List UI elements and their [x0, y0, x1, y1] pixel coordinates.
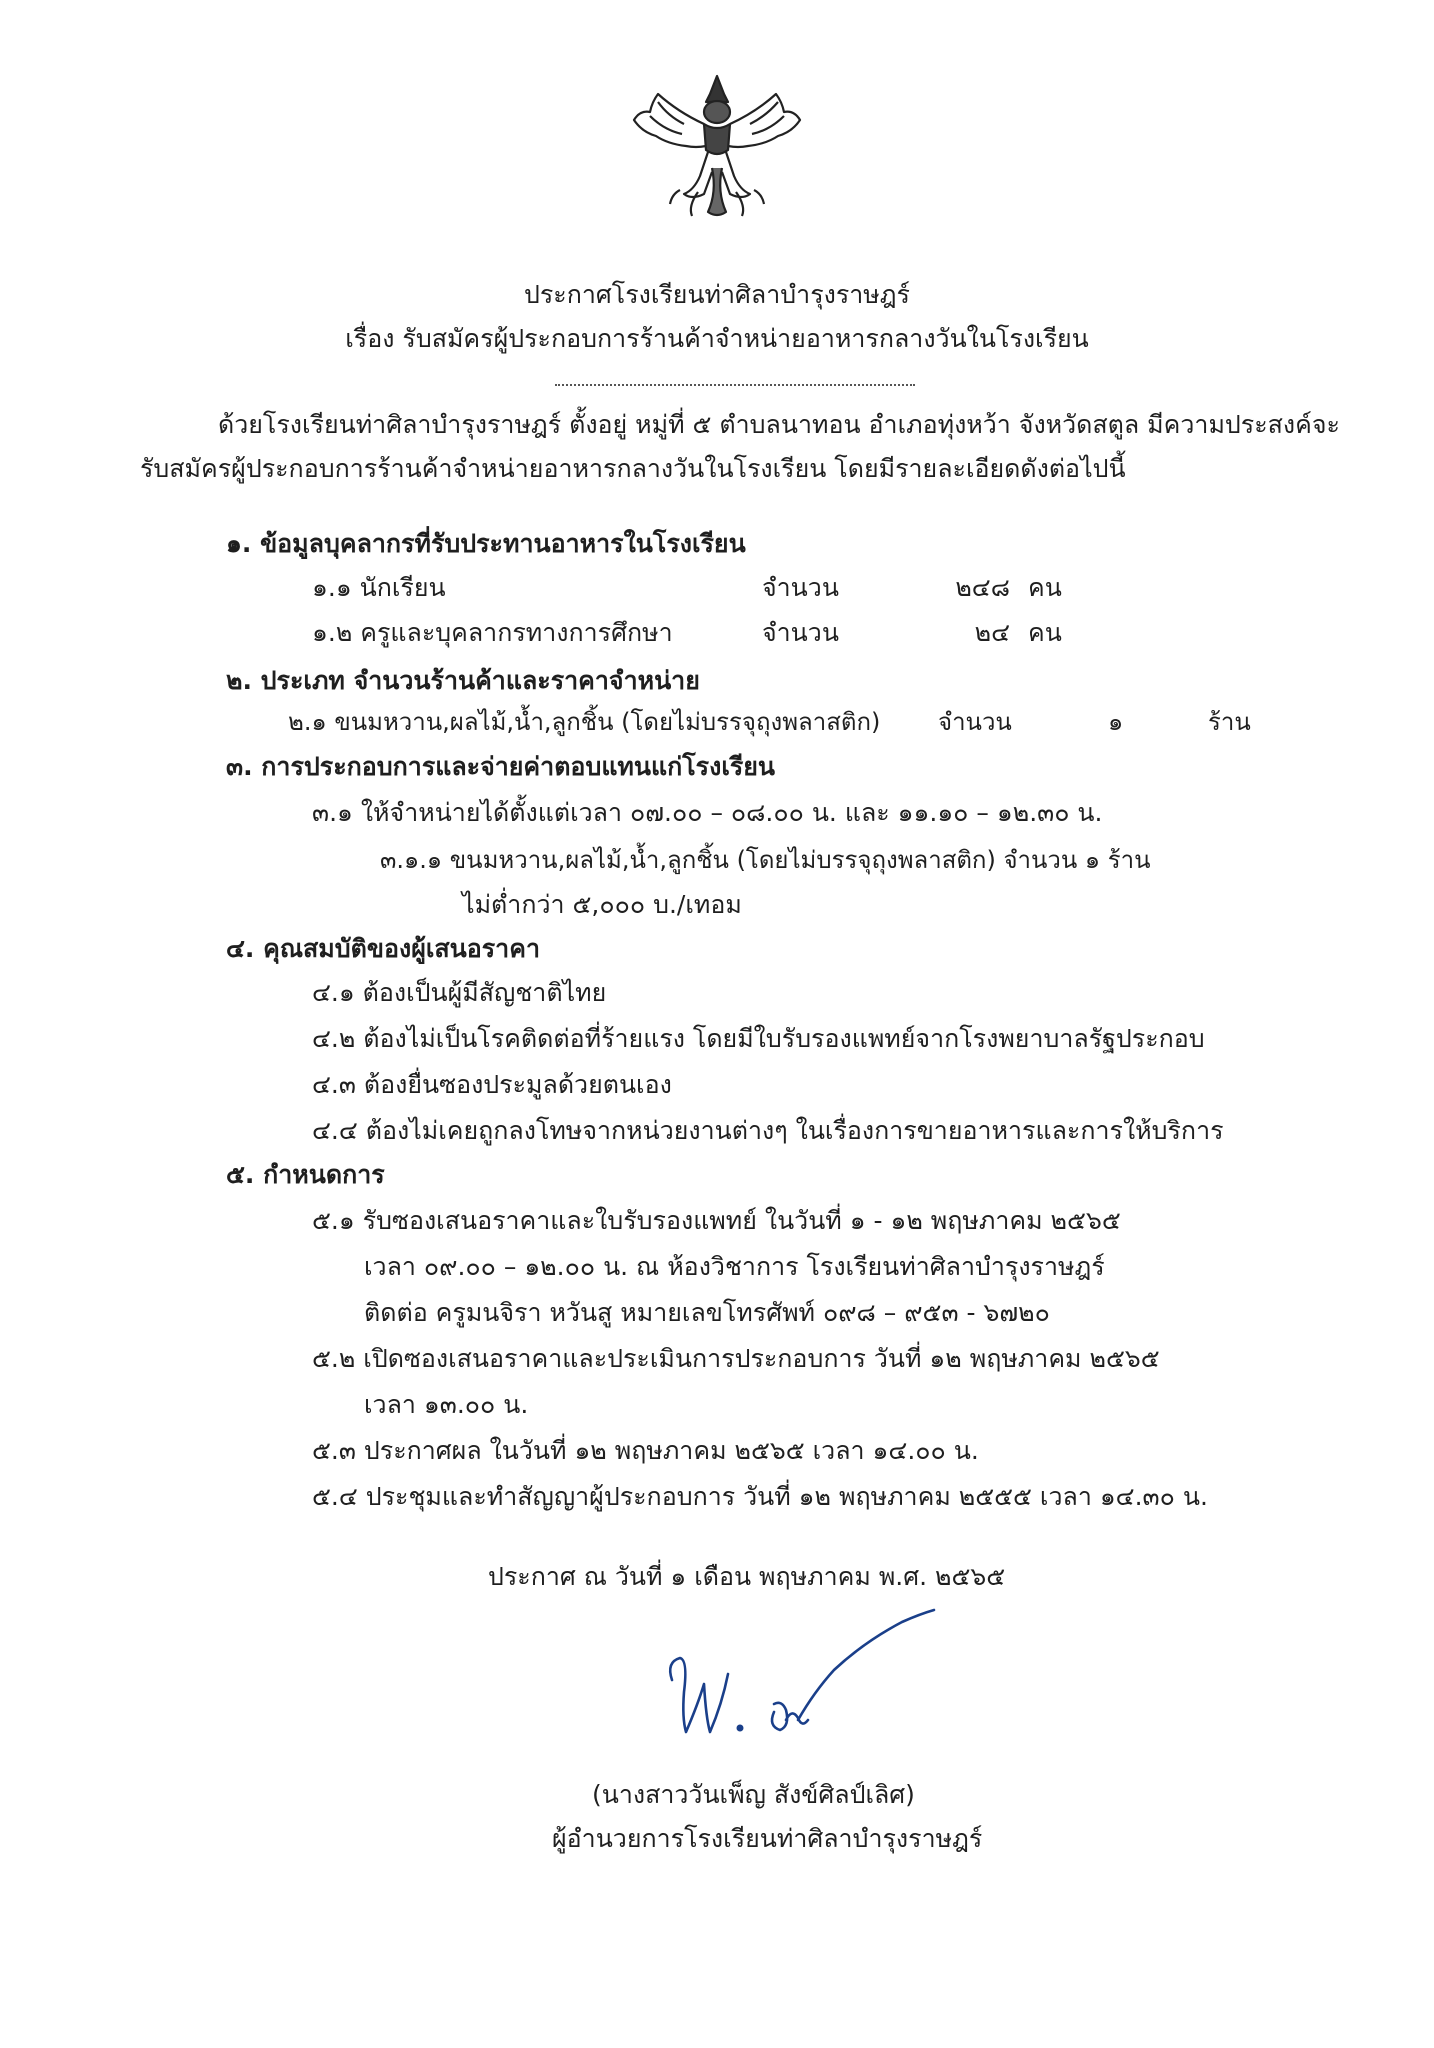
section-1-row-students-qty-label: จำนวน — [762, 573, 839, 602]
intro-line-1: ด้วยโรงเรียนท่าศิลาบำรุงราษฎร์ ตั้งอยู่ หมู่ที่ ๕ ตำบลนาทอน อำเภอทุ่งหว้า จังหวัดสตูล มีความประสงค์จะ — [218, 410, 1340, 439]
intro-line-2: รับสมัครผู้ประกอบการร้านค้าจำหน่ายอาหารกลางวันในโรงเรียน โดยมีรายละเอียดดังต่อไปนี้ — [140, 454, 1126, 483]
announcement-title: ประกาศโรงเรียนท่าศิลาบำรุงราษฎร์ — [524, 280, 910, 309]
section-2-item-unit: ร้าน — [1208, 708, 1251, 736]
section-5-item-4: ๕.๔ ประชุมและทำสัญญาผู้ประกอบการ วันที่ ๑๒ พฤษภาคม ๒๕๕๕ เวลา ๑๔.๓๐ น. — [312, 1482, 1208, 1511]
section-2-item-qty: ๑ — [1108, 708, 1124, 736]
section-5-item-2-time: เวลา ๑๓.๐๐ น. — [364, 1390, 529, 1419]
section-5-item-1-time: เวลา ๐๙.๐๐ – ๑๒.๐๐ น. ณ ห้องวิชาการ โรงเรียนท่าศิลาบำรุงราษฎร์ — [364, 1252, 1105, 1281]
section-1-row-students-unit: คน — [1028, 573, 1062, 602]
section-3-item-1-1-fee: ไม่ต่ำกว่า ๕,๐๐๐ บ./เทอม — [462, 890, 742, 919]
announcement-subject: เรื่อง รับสมัครผู้ประกอบการร้านค้าจำหน่ายอาหารกลางวันในโรงเรียน — [345, 324, 1089, 353]
header-separator — [555, 384, 915, 386]
section-2-item-qty-label: จำนวน — [938, 708, 1012, 736]
section-3-heading: ๓. การประกอบการและจ่ายค่าตอบแทนแก่โรงเรียน — [226, 752, 776, 781]
section-1-heading: ๑. ข้อมูลบุคลากรที่รับประทานอาหารในโรงเรียน — [226, 529, 746, 558]
section-1-row-staff-qty-label: จำนวน — [762, 618, 839, 647]
section-2-item-label: ๒.๑ ขนมหวาน,ผลไม้,น้ำ,ลูกชิ้น (โดยไม่บรรจุถุงพลาสติก) — [288, 708, 881, 736]
section-3-item-1-1: ๓.๑.๑ ขนมหวาน,ผลไม้,น้ำ,ลูกชิ้น (โดยไม่บรรจุถุงพลาสติก) จำนวน ๑ ร้าน — [380, 846, 1151, 874]
garuda-emblem-icon — [628, 72, 806, 222]
section-3-item-1: ๓.๑ ให้จำหน่ายได้ตั้งแต่เวลา ๐๗.๐๐ – ๐๘.๐๐ น. และ ๑๑.๑๐ – ๑๒.๓๐ น. — [312, 798, 1103, 827]
section-4-item: ๔.๔ ต้องไม่เคยถูกลงโทษจากหน่วยงานต่างๆ ในเรื่องการขายอาหารและการให้บริการ — [312, 1116, 1224, 1145]
section-4-item: ๔.๑ ต้องเป็นผู้มีสัญชาติไทย — [312, 978, 607, 1007]
section-4-item: ๔.๓ ต้องยื่นซองประมูลด้วยตนเอง — [312, 1070, 672, 1099]
signer-name: (นางสาววันเพ็ญ สังข์ศิลป์เลิศ) — [592, 1780, 915, 1809]
section-1-row-students-qty: ๒๔๘ — [955, 573, 1010, 602]
announcement-date: ประกาศ ณ วันที่ ๑ เดือน พฤษภาคม พ.ศ. ๒๕๖๕ — [488, 1562, 1006, 1591]
section-2-heading: ๒. ประเภท จำนวนร้านค้าและราคาจำหน่าย — [226, 666, 700, 695]
section-5-item-1-contact: ติดต่อ ครูมนจิรา หวันสู หมายเลขโทรศัพท์ ๐๙๘ – ๙๕๓ - ๖๗๒๐ — [364, 1298, 1050, 1327]
section-1-row-students-label: ๑.๑ นักเรียน — [312, 573, 446, 602]
section-4-heading: ๔. คุณสมบัติของผู้เสนอราคา — [226, 934, 540, 963]
handwritten-signature-icon — [658, 1600, 958, 1780]
section-1-row-staff-label: ๑.๒ ครูและบุคลากรทางการศึกษา — [312, 618, 673, 647]
section-1-row-staff-qty: ๒๔ — [974, 618, 1010, 647]
section-1-row-staff-unit: คน — [1028, 618, 1062, 647]
section-4-item: ๔.๒ ต้องไม่เป็นโรคติดต่อที่ร้ายแรง โดยมีใบรับรองแพทย์จากโรงพยาบาลรัฐประกอบ — [312, 1024, 1205, 1053]
section-5-item-3: ๕.๓ ประกาศผล ในวันที่ ๑๒ พฤษภาคม ๒๕๖๕ เวลา ๑๔.๐๐ น. — [312, 1436, 979, 1465]
section-5-item-2: ๕.๒ เปิดซองเสนอราคาและประเมินการประกอบการ วันที่ ๑๒ พฤษภาคม ๒๕๖๕ — [312, 1344, 1160, 1373]
section-5-item-1: ๕.๑ รับซองเสนอราคาและใบรับรองแพทย์ ในวันที่ ๑ - ๑๒ พฤษภาคม ๒๕๖๕ — [312, 1206, 1121, 1235]
signer-position: ผู้อำนวยการโรงเรียนท่าศิลาบำรุงราษฎร์ — [552, 1824, 983, 1853]
section-5-heading: ๕. กำหนดการ — [226, 1160, 385, 1189]
